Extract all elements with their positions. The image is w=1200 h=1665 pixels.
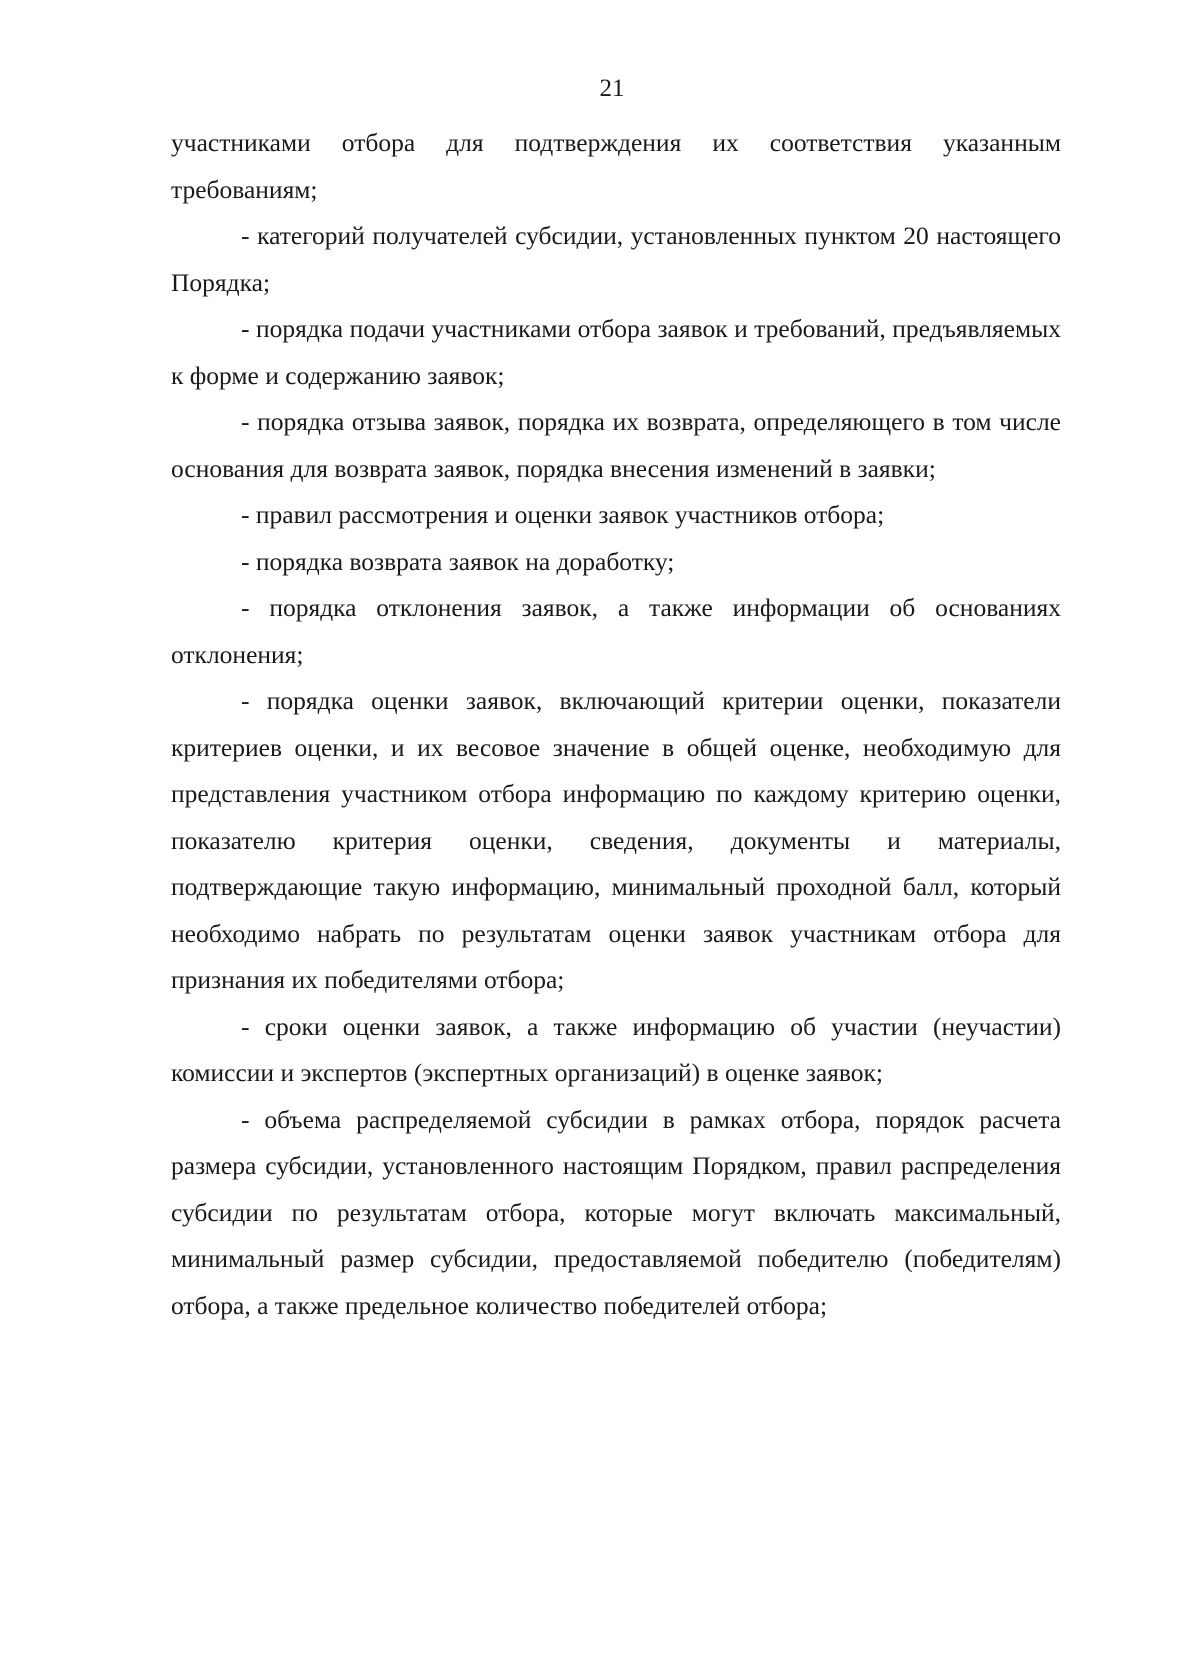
paragraph-continuation: участниками отбора для подтверждения их соответствия указанным требованиям; [171,128,1061,204]
page-number: 21 [599,75,625,102]
list-item: - порядка подачи участниками отбора заявок и требований, предъявляемых к форме и содержанию заявок; [171,314,1061,390]
list-item: - порядка отклонения заявок, а также информации об основаниях отклонения; [171,593,1061,669]
list-item: - объема распределяемой субсидии в рамках отбора, порядок расчета размера субсидии, установленного настоящим Порядком, правил распределения субсидии по результатам отбора, которые могут включать максимальный, минимальный размер субсидии, предоставляемой победителю (победителям) отбора, а также предельное количество победителей отбора; [171,1104,1061,1320]
list-item: - порядка отзыва заявок, порядка их возврата, определяющего в том числе основания для возврата заявок, порядка внесения изменений в заявки; [171,407,1061,483]
list-item: - категорий получателей субсидии, установленных пунктом 20 настоящего Порядка; [171,221,1061,297]
list-item: - правил рассмотрения и оценки заявок участников отбора; [241,500,885,529]
list-item: - сроки оценки заявок, а также информацию об участии (неучастии) комиссии и экспертов (экспертных организаций) в оценке заявок; [171,1011,1061,1087]
document-body [171,120,1061,1329]
list-item: - порядка возврата заявок на доработку; [241,546,675,576]
list-item: - порядка оценки заявок, включающий критерии оценки, показатели критериев оценки, и их весовое значение в общей оценке, необходимую для представления участником отбора информацию по каждому критерию оценки, показателю критерия оценки, сведения, документы и материалы, подтверждающие такую информацию, минимальный проходной балл, который необходимо набрать по результатам оценки заявок участникам отбора для признания их победителями отбора; [171,686,1061,994]
